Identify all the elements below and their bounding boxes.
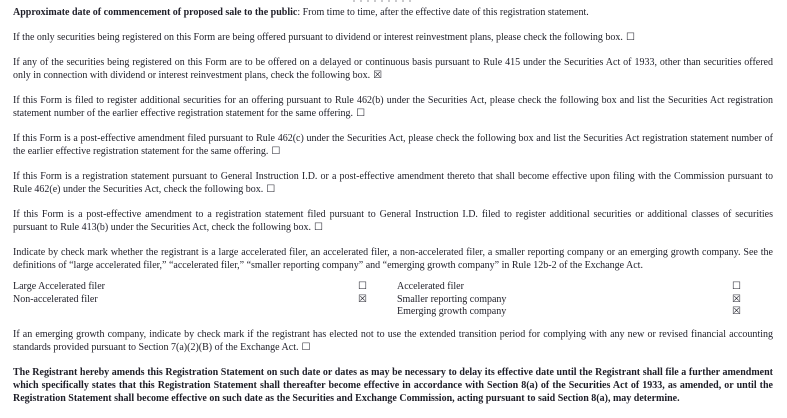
emerging-growth-company-checkbox-cell	[732, 306, 773, 319]
extended-transition-checkbox[interactable]: ☐	[301, 341, 311, 353]
empty-cell	[13, 306, 348, 319]
filer-definitions-paragraph	[13, 246, 773, 272]
rule-462b-checkbox[interactable]: ☐	[356, 108, 366, 119]
paragraph-text: If the only securities being registered on this Form are being offered pursuant to dividend or interest reinvestment plans, please check the following box.	[13, 32, 623, 43]
smaller-reporting-company-checkbox-cell	[732, 294, 773, 307]
table-row	[13, 306, 773, 319]
non-accelerated-filer-checkbox-cell	[348, 294, 397, 307]
approximate-date-paragraph	[13, 6, 773, 19]
rule-413b-checkbox[interactable]: ☐	[314, 222, 323, 233]
dividend-reinvestment-paragraph	[13, 31, 773, 44]
emerging-growth-company-label: Emerging growth company	[397, 306, 507, 317]
clipped-previous-line-artifact	[353, 0, 411, 2]
paragraph-text: If any of the securities being registered on this Form are to be offered on a delayed or continuous basis pursuant to Rule 415 under the Securities Act of 1933, other than securities offered only in connection with dividend or interest reinvestment plans, check the following box.	[13, 57, 773, 81]
paragraph-text: : From time to time, after the effective date of this registration statement.	[297, 7, 589, 18]
delaying-amendment-paragraph	[13, 366, 773, 405]
rule-462b-paragraph	[13, 94, 773, 120]
paragraph-text: If this Form is filed to register additional securities for an offering pursuant to Rule 462(b) under the Securities Act, please check the following box and list the Securities Act registration statement number of the earlier effective registration statement for the same offering.	[13, 95, 773, 119]
rule-415-paragraph	[13, 56, 773, 82]
accelerated-filer-checkbox-cell	[732, 281, 773, 294]
table-row	[13, 281, 773, 294]
rule-413b-paragraph	[13, 208, 773, 234]
rule-462c-paragraph	[13, 132, 773, 158]
rule-462e-paragraph	[13, 170, 773, 196]
paragraph-text: If an emerging growth company, indicate by check mark if the registrant has elected not to use the extended transition period for complying with any new or revised financial accounting standards provided pursuant to Section 7(a)(2)(B) of the Exchange Act.	[13, 328, 773, 353]
paragraph-text: If this Form is a post-effective amendment to a registration statement filed pursuant to General Instruction I.D. filed to register additional securities or additional classes of securities pursuant to Rule 413(b) under the Securities Act, check the following box.	[13, 209, 773, 233]
emerging-growth-company-checkbox[interactable]: ☒	[732, 306, 741, 317]
empty-checkbox-cell	[348, 306, 397, 319]
non-accelerated-filer-checkbox[interactable]: ☒	[358, 293, 367, 305]
rule-462e-checkbox[interactable]: ☐	[266, 184, 276, 195]
large-accelerated-filer-checkbox-cell	[348, 281, 397, 294]
approximate-date-lead-bold: Approximate date of commencement of proposed sale to the public	[13, 7, 298, 18]
non-accelerated-filer-label: Non-accelerated filer	[13, 293, 98, 305]
large-accelerated-filer-checkbox[interactable]: ☐	[358, 281, 367, 292]
paragraph-text: If this Form is a post-effective amendment filed pursuant to Rule 462(c) under the Securities Act, please check the following box and list the Securities Act registration statement number of the earlier effective registration statement for the same offering.	[13, 133, 773, 157]
rule-415-checkbox[interactable]: ☒	[373, 70, 383, 81]
paragraph-text: If this Form is a registration statement pursuant to General Instruction I.D. or a post-effective amendment thereto that shall become effective upon filing with the Commission pursuant to Rule 462(e) under the Securities Act, check the following box.	[13, 171, 773, 195]
rule-462c-checkbox[interactable]: ☐	[271, 146, 281, 157]
smaller-reporting-company-label: Smaller reporting company	[397, 293, 507, 305]
smaller-reporting-company-checkbox[interactable]: ☒	[732, 293, 741, 305]
accelerated-filer-checkbox[interactable]: ☐	[732, 281, 741, 292]
dividend-reinvestment-checkbox[interactable]: ☐	[625, 32, 635, 43]
accelerated-filer-label: Accelerated filer	[397, 281, 464, 292]
emerging-growth-transition-paragraph	[13, 328, 773, 354]
table-row	[13, 294, 773, 307]
paragraph-text: The Registrant hereby amends this Registration Statement on such date or dates as may be necessary to delay its effective date until the Registrant shall file a further amendment which specifically states that this Registration Statement shall thereafter become effective in accordance with Section 8(a) of the Securities Act of 1933, as amended, or until the Registration Statement shall become effective on such date as the Securities and Exchange Commission, acting pursuant to said Section 8(a), may determine.	[13, 366, 773, 404]
paragraph-text: Indicate by check mark whether the registrant is a large accelerated filer, an accelerated filer, a non-accelerated filer, a smaller reporting company or an emerging growth company. See the definitions of “large accelerated filer,” “accelerated filer,” “smaller reporting company” and “emerging growth company” in Rule 12b-2 of the Exchange Act.	[13, 247, 773, 271]
large-accelerated-filer-label: Large Accelerated filer	[13, 281, 105, 292]
filer-status-table	[13, 281, 773, 319]
